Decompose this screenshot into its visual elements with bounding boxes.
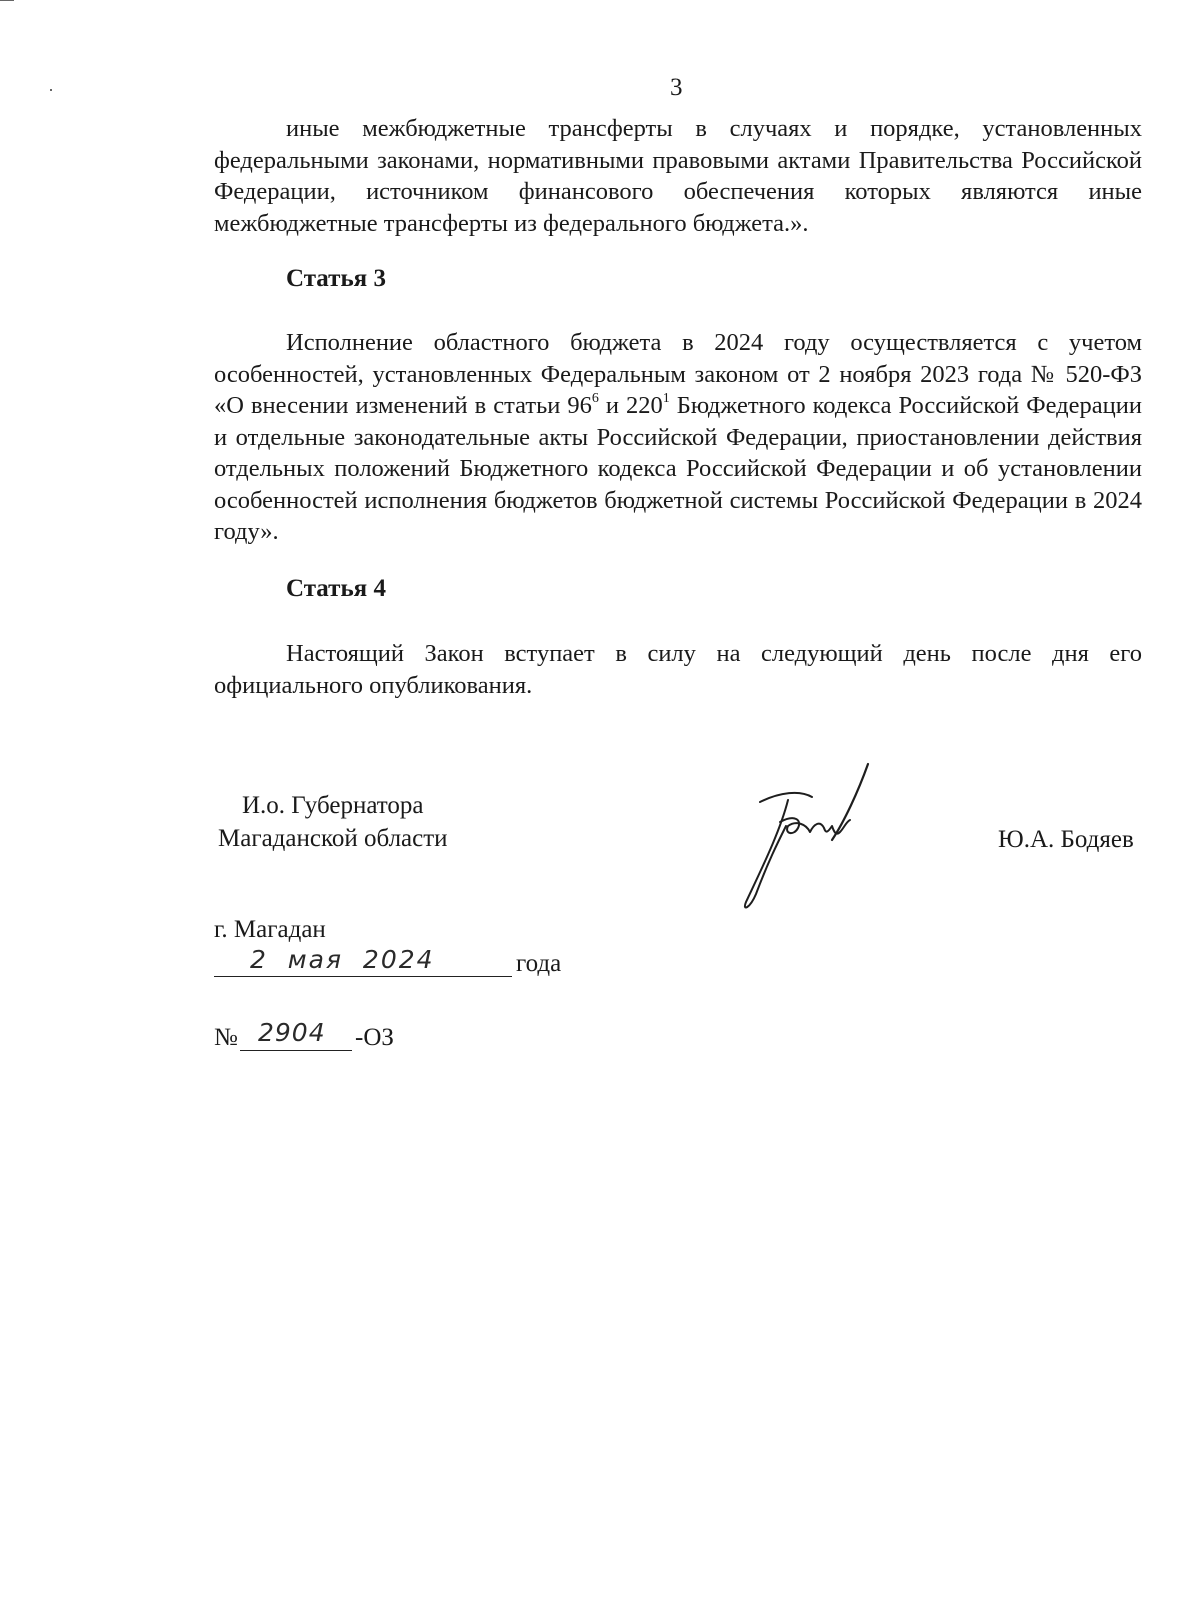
superscript: 1	[662, 390, 670, 406]
paragraph-transfers: иные межбюджетные трансферты в случаях и порядке, установленных федеральными законами, нормативными правовыми актами Правительства Российской Федерации, источником финансового обеспечения которых являются иные межбюджетные трансферты из федерального бюджета.».	[214, 115, 1142, 237]
number-underline	[240, 1050, 352, 1051]
handwritten-signature	[740, 762, 910, 912]
article-4-heading: Статья 4	[286, 575, 386, 602]
scan-artifact	[50, 89, 52, 91]
date-suffix: года	[516, 950, 562, 977]
signer-title-line-2: Магаданской области	[218, 825, 448, 852]
signer-name: Ю.А. Бодяев	[998, 826, 1134, 853]
number-sign: №	[214, 1024, 238, 1051]
law-number-suffix: -ОЗ	[355, 1024, 394, 1051]
article-3-text: Исполнение областного бюджета в 2024 году осуществляется с учетом особенностей, установленных Федеральным законом от 2 ноября 2023 года № 520-ФЗ «О внесении изменений в статьи $96^6$ и $220^1$ Бюджетного кодекса Российской Федерации и отдельные законодательные акты Российской Федерации, приостановлении действия отдельных положений Бюджетного кодекса Российской Федерации и об установлении особенностей исполнения бюджетов бюджетной системы Российской Федерации в 2024 году».	[214, 329, 1142, 545]
page-number: 3	[670, 74, 683, 101]
superscript: 6	[591, 390, 599, 406]
article-4-text: Настоящий Закон вступает в силу на следующий день после дня его официального опубликования.	[214, 640, 1142, 699]
handwritten-date: 2 мая 2024	[250, 945, 435, 974]
handwritten-law-number: 2904	[258, 1018, 326, 1047]
city: г. Магадан	[214, 916, 326, 943]
article-3-heading: Статья 3	[286, 265, 386, 292]
date-underline	[214, 976, 512, 977]
scan-artifact	[0, 0, 14, 1]
signer-title-line-1: И.о. Губернатора	[242, 792, 424, 819]
